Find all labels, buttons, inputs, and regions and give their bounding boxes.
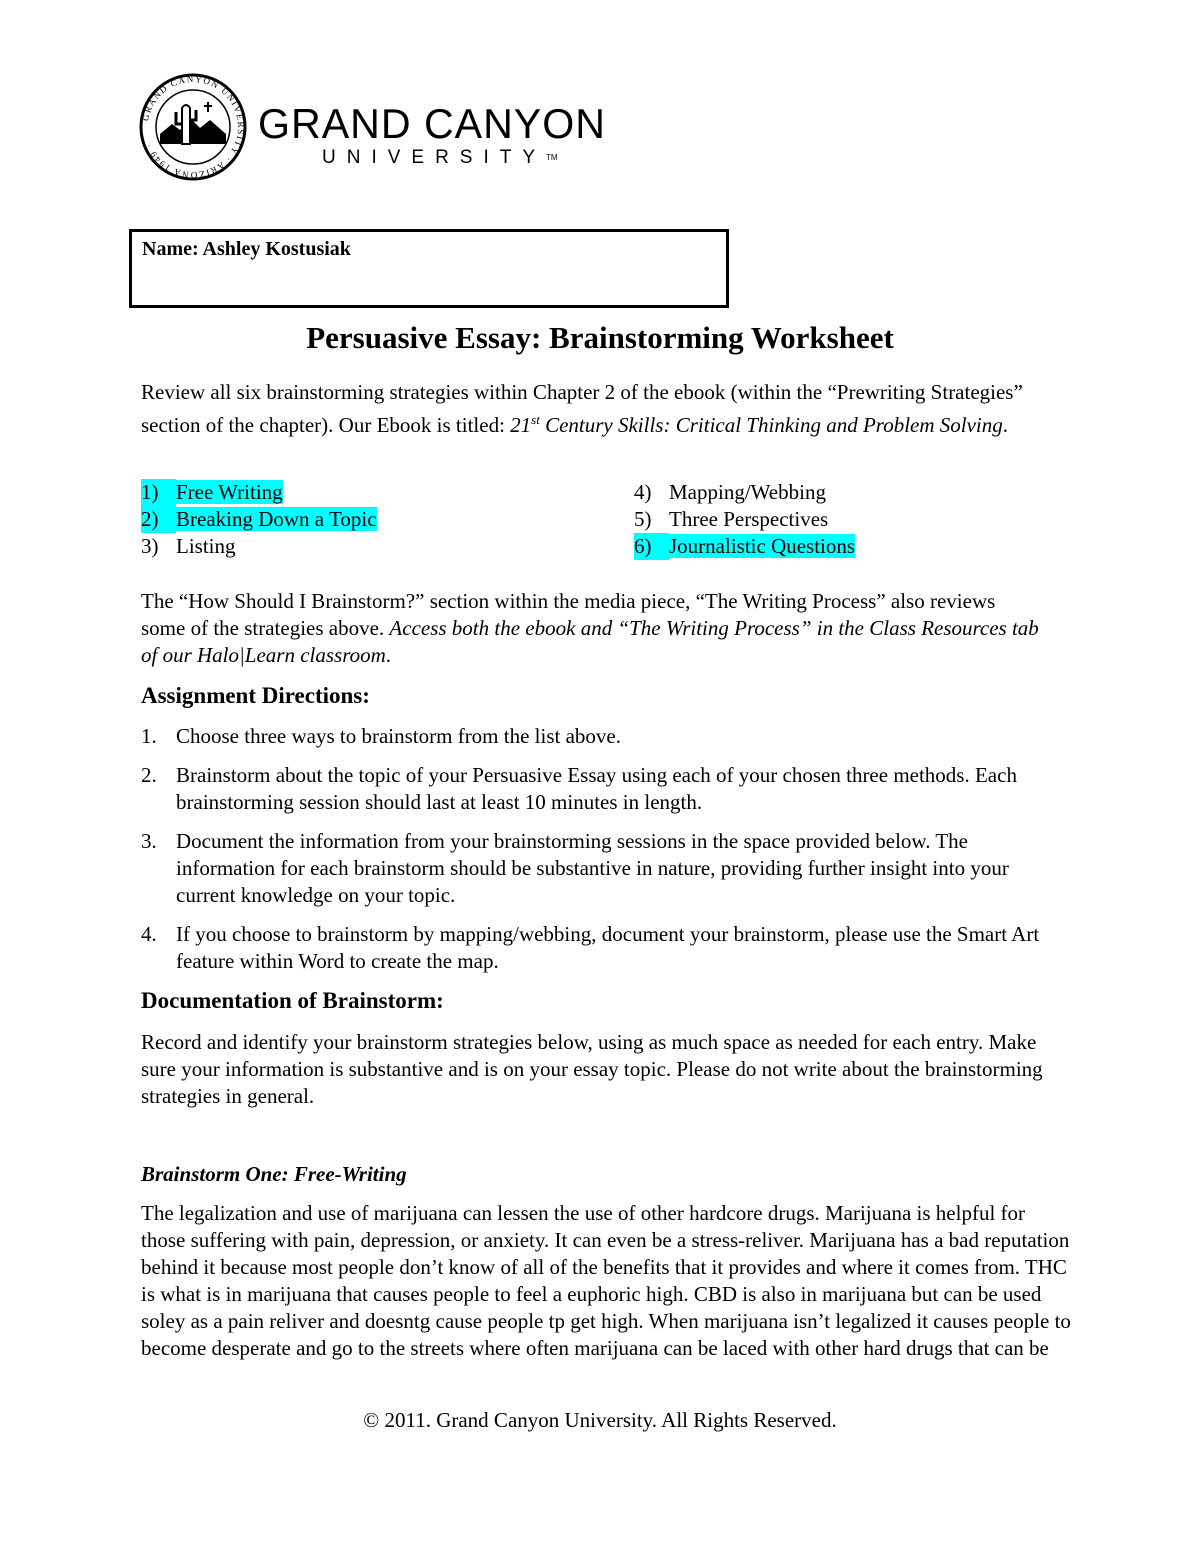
intro-paragraph [141,379,1041,439]
step-text: If you choose to brainstorm by mapping/webbing, document your brainstorm, please use the Smart Art feature within Word to create the map. [176,922,1040,973]
strategy-list-right [634,479,855,560]
strategy-label: Free Writing [176,480,283,504]
list-number: 1) [141,479,176,506]
ebook-title-rest: Century Skills: Critical Thinking and Problem Solving [539,413,1003,437]
strategy-label: Listing [176,534,236,558]
seal-text: GRAND CANYON UNIVERSITY · ARIZONA 1949 · [140,73,247,181]
directions-list [141,723,1061,987]
list-item [634,479,855,506]
strategy-label: Breaking Down a Topic [176,507,377,531]
list-item [141,506,377,533]
intro-text: Review all six brainstorming strategies within Chapter 2 of the ebook (within the “Prewriting Strategies” section of the chapter). Our Ebook is titled: [141,380,1023,437]
name-box [129,229,729,308]
intro-end: . [1002,413,1009,437]
list-item [141,762,1061,816]
wordmark-university: UNIVERSITY [322,147,547,168]
wordmark-line2 [322,146,613,170]
ebook-title-sup: st [531,412,540,427]
document-title: Persuasive Essay: Brainstorming Worksheet [306,320,894,355]
media-paragraph [141,588,1041,669]
list-item [141,479,377,506]
university-seal-icon [138,72,248,182]
list-number: 5) [634,507,652,531]
media-end: . [385,643,392,667]
step-number: 1. [141,724,157,748]
university-wordmark [258,102,613,170]
media-text: The “How Should I Brainstorm?” section within the media piece, “The Writing Process” also reviews some of the strategies above. [141,589,996,640]
step-number: 2. [141,763,157,787]
list-item [634,506,855,533]
strategy-list-left [141,479,377,560]
list-number: 6) [634,533,669,560]
step-number: 4. [141,922,157,946]
list-number: 3) [141,534,159,558]
list-item [141,828,1061,909]
brainstorm-one-heading: Brainstorm One: Free-Writing [141,1162,407,1186]
documentation-paragraph: Record and identify your brainstorm strategies below, using as much space as needed for each entry. Make sure your information is substantive and is on your essay topic. Please do not write about the brainstorming strategies in general. [141,1030,1043,1108]
ebook-title-num: 21 [510,413,532,437]
list-item [141,533,377,560]
list-item [634,533,855,560]
strategy-label: Mapping/Webbing [669,480,826,504]
list-item [141,723,1061,750]
list-number: 4) [634,480,652,504]
trademark-mark: TM [546,153,558,162]
documentation-heading: Documentation of Brainstorm: [141,988,444,1013]
step-text: Brainstorm about the topic of your Persuasive Essay using each of your chosen three methods. Each brainstorming session should last at least 10 minutes in length. [176,763,1017,814]
list-item [141,921,1061,975]
ebook-title [510,413,1003,437]
strategy-label: Three Perspectives [669,507,829,531]
strategy-label: Journalistic Questions [669,534,856,558]
step-text: Choose three ways to brainstorm from the list above. [176,724,621,748]
assignment-directions-heading: Assignment Directions: [141,683,370,708]
media-italic: Access both the ebook and “The Writing Process” in the Class Resources tab of our Halo|Learn classroom [141,616,1039,667]
step-number: 3. [141,829,157,853]
university-logo [138,72,618,182]
student-name: Name: Ashley Kostusiak [142,238,351,260]
brainstorm-one-text: The legalization and use of marijuana can lessen the use of other hardcore drugs. Marijuana is helpful for those suffering with pain, depression, or anxiety. It can even be a stress-reliver. Marijuana has a bad reputation behind it because most people don’t know of all of the benefits that it provides and where it comes from. THC is what is in marijuana that causes people to feel a euphoric high. CBD is also in marijuana but can be used soley as a pain reliver and doesntg cause people tp get high. When marijuana isn’t legalized it causes people to become desperate and go to the streets where often marijuana can be laced with other hard drugs that can be [141,1201,1071,1360]
step-text: Document the information from your brainstorming sessions in the space provided below. The information for each brainstorm should be substantive in nature, providing further insight into your current knowledge on your topic. [176,829,1009,907]
copyright-footer: © 2011. Grand Canyon University. All Rights Reserved. [363,1408,837,1432]
wordmark-line1: GRAND CANYON [258,100,606,147]
list-number: 2) [141,506,176,533]
